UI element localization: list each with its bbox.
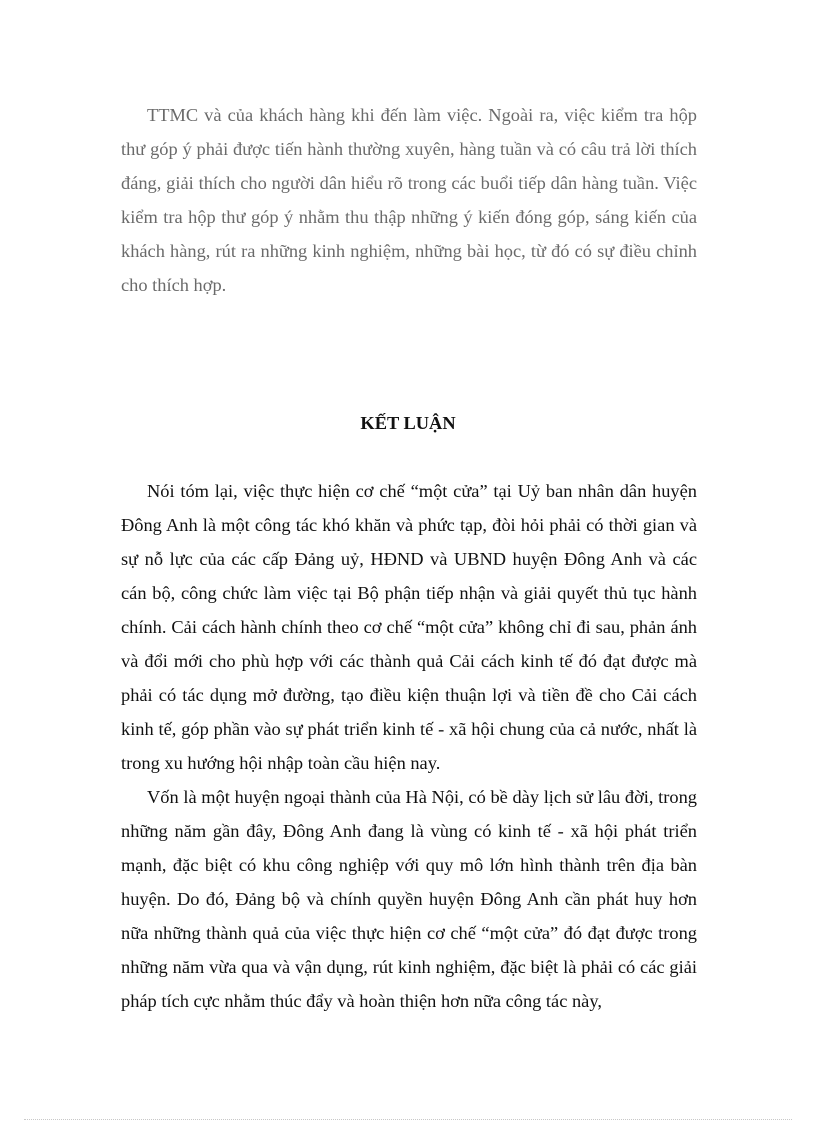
intro-paragraph: TTMC và của khách hàng khi đến làm việc. Ngoài ra, việc kiểm tra hộp thư góp ý phải được tiến hành thường xuyên, hàng tuần và có câu trả lời thích đáng, giải thích cho người dân hiểu rõ trong các buổi tiếp dân hàng tuần. Việc kiểm tra hộp thư góp ý nhằm thu thập những ý kiến đóng góp, sáng kiến của khách hàng, rút ra những kinh nghiệm, những bài học, từ đó có sự điều chỉnh cho thích hợp. xyxy=(121,105,697,295)
conclusion-paragraph-1: Nói tóm lại, việc thực hiện cơ chế “một cửa” tại Uỷ ban nhân dân huyện Đông Anh là một công tác khó khăn và phức tạp, đòi hỏi phải có thời gian và sự nỗ lực của các cấp Đảng uỷ, HĐND và UBND huyện Đông Anh và các cán bộ, công chức làm việc tại Bộ phận tiếp nhận và giải quyết thủ tục hành chính. Cải cách hành chính theo cơ chế “một cửa” không chỉ đi sau, phản ánh và đổi mới cho phù hợp với các thành quả Cải cách kinh tế đó đạt được mà phải có tác dụng mở đường, tạo điều kiện thuận lợi và tiền đề cho Cải cách kinh tế, góp phần vào sự phát triển kinh tế - xã hội chung của cả nước, nhất là trong xu hướng hội nhập toàn cầu hiện nay. xyxy=(121,481,697,773)
section-heading: KẾT LUẬN xyxy=(360,413,456,433)
conclusion-paragraph-2: Vốn là một huyện ngoại thành của Hà Nội, có bề dày lịch sử lâu đời, trong những năm gần đây, Đông Anh đang là vùng có kinh tế - xã hội phát triển mạnh, đặc biệt có khu công nghiệp với quy mô lớn hình thành trên địa bàn huyện. Do đó, Đảng bộ và chính quyền huyện Đông Anh cần phát huy hơn nữa những thành quả của việc thực hiện cơ chế “một cửa” đó đạt được trong những năm vừa qua và vận dụng, rút kinh nghiệm, đặc biệt là phải có các giải pháp tích cực nhằm thúc đẩy và hoàn thiện hơn nữa công tác này, xyxy=(121,787,697,1011)
page-bottom-rule xyxy=(24,1119,792,1120)
